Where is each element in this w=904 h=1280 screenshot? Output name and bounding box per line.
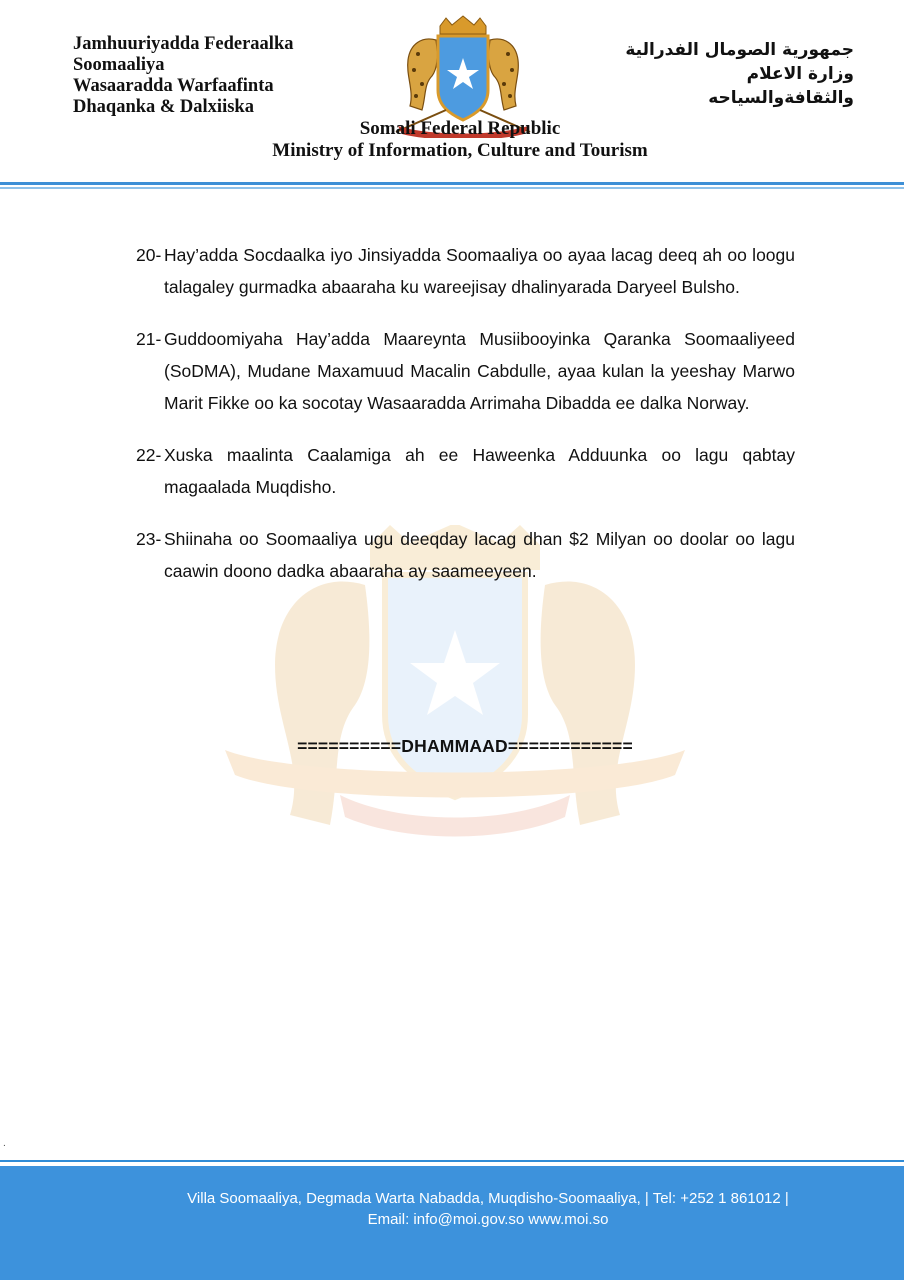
end-marker: ==========DHAMMAAD============ [297, 736, 633, 756]
footer-address: Villa Soomaaliya, Degmada Warta Nabadda, Muqdisho-Soomaaliya, | Tel: +252 1 861012 | [187, 1190, 789, 1207]
english-republic-name: Somali Federal Republic [359, 118, 561, 139]
header-divider-light [0, 187, 904, 189]
ministry-name-somali [73, 34, 293, 118]
item-text: Hay’adda Socdaalka iyo Jinsiyadda Soomaaliya oo ayaa lacag deeq ah oo loogu talagaley gurmadka abaaraha ku wareejisay dhalinyarada Daryeel Bulsho. [164, 245, 795, 297]
item-text: Guddoomiyaha Hay’adda Maareynta Musiibooyinka Qaranka Soomaaliyeed (SoDMA), Mudane Maxamuud Macalin Cabdulle, ayaa kulan la yeeshay Marwo Marit Fikke oo ka socotay Wasaaradda Arrimaha Dibadda ee dalka Norway. [164, 329, 795, 413]
footer [0, 1166, 904, 1280]
footer-divider [0, 1160, 904, 1162]
list-item [136, 323, 795, 419]
item-text: Shiinaha oo Soomaaliya ugu deeqday lacag dhan $2 Milyan oo doolar oo lagu caawin doono dadka abaaraha ay saameeyeen. [164, 529, 795, 581]
list-item [136, 523, 795, 587]
item-number: 23- [136, 529, 162, 549]
list-item [136, 239, 795, 303]
stray-mark: . [3, 1138, 6, 1149]
list-item [136, 439, 795, 503]
footer-contact: Email: info@moi.gov.so www.moi.so [367, 1211, 609, 1228]
arabic-line-1: جمهورية الصومال الفدرالية [625, 40, 854, 60]
item-number: 20- [136, 245, 162, 265]
item-number: 22- [136, 445, 162, 465]
news-list [136, 239, 795, 607]
somali-line-3: Wasaaradda Warfaafinta [73, 76, 274, 96]
arabic-line-3: والثقافةوالسياحه [708, 88, 854, 108]
english-ministry-name: Ministry of Information, Culture and Tourism [272, 140, 648, 161]
header-divider [0, 182, 904, 185]
arabic-line-2: وزارة الاعلام [746, 64, 854, 84]
item-number: 21- [136, 329, 162, 349]
somali-line-1: Jamhuuriyadda Federaalka [73, 34, 294, 54]
somali-line-4: Dhaqanka & Dalxiiska [73, 97, 254, 117]
ministry-name-english [0, 118, 904, 162]
item-text: Xuska maalinta Caalamiga ah ee Haweenka Adduunka oo lagu qabtay magaalada Muqdisho. [164, 445, 795, 497]
somali-line-2: Soomaaliya [73, 55, 165, 75]
ministry-name-arabic [625, 38, 854, 110]
